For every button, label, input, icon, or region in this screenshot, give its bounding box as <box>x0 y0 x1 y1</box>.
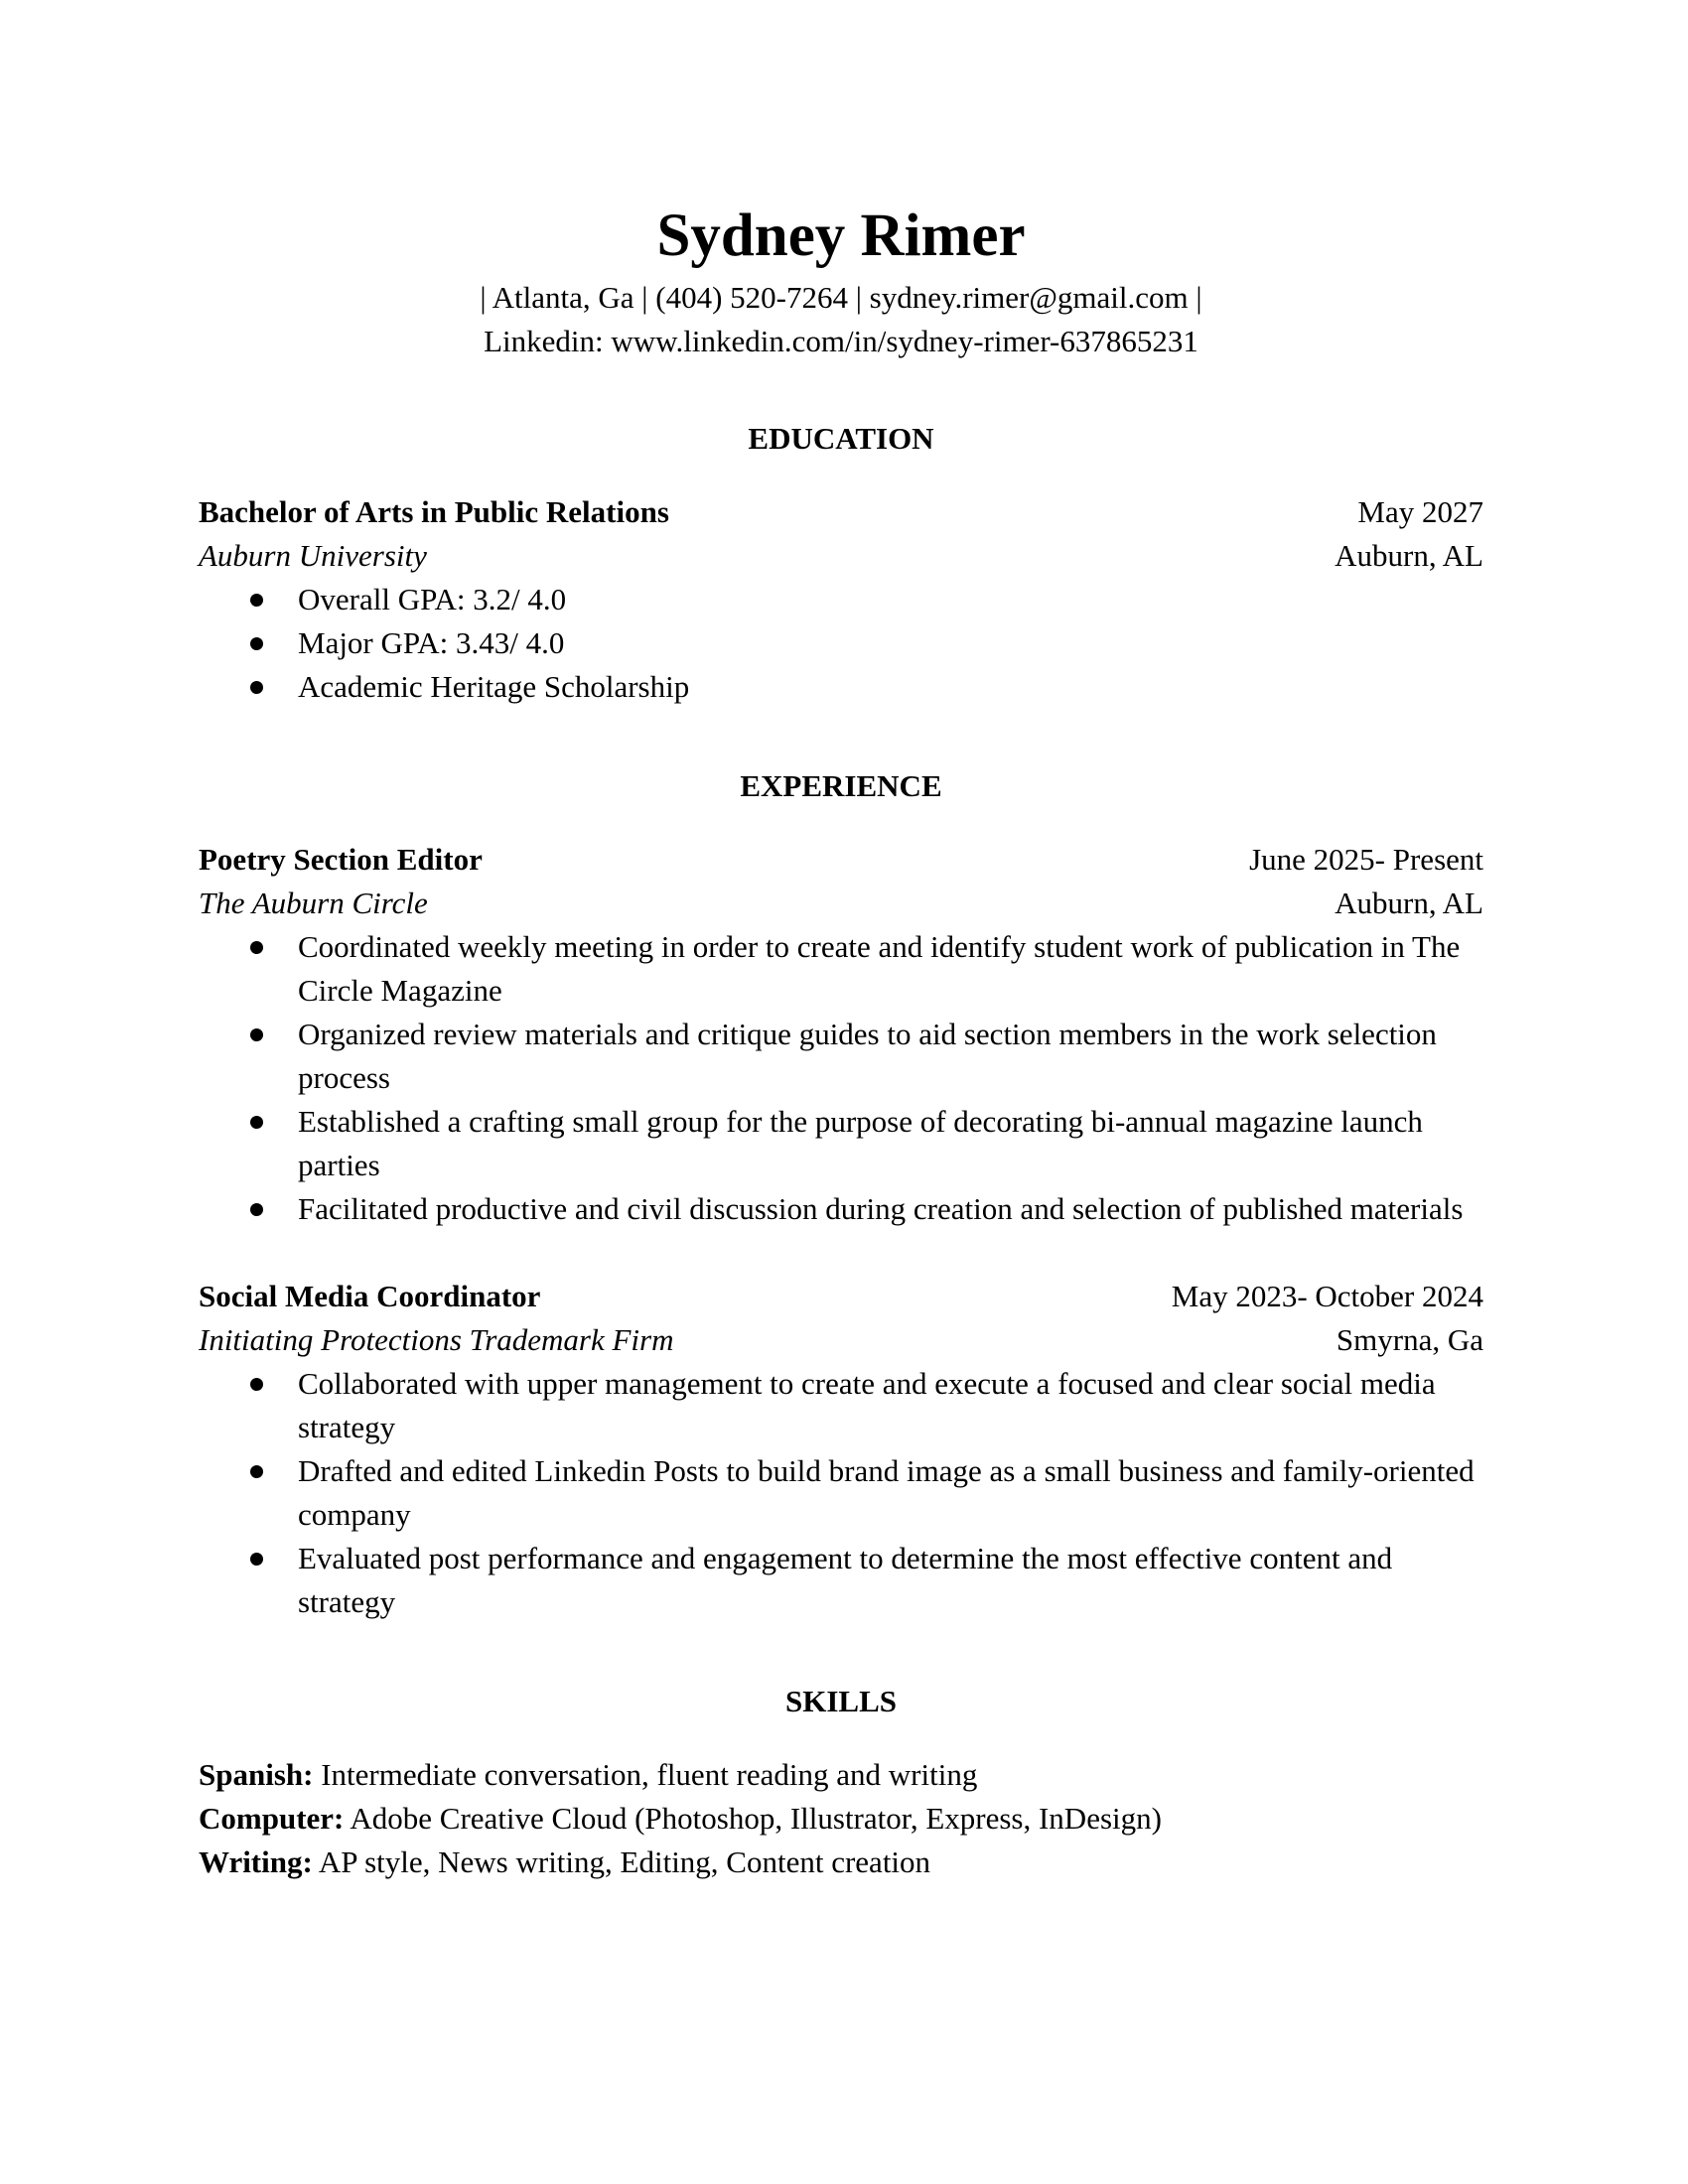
experience-entry <box>199 838 1483 1231</box>
skill-item <box>199 1753 1483 1797</box>
skill-label: Writing: <box>199 1844 313 1879</box>
list-item: Facilitated productive and civil discussion during creation and selection of published materials <box>199 1187 1483 1231</box>
job-title: Social Media Coordinator <box>199 1279 541 1313</box>
entry-date: June 2025- Present <box>1249 842 1483 877</box>
job-title: Poetry Section Editor <box>199 842 483 877</box>
list-item: Academic Heritage Scholarship <box>199 665 1483 709</box>
experience-bullets <box>199 1362 1483 1624</box>
education-bullets <box>199 578 1483 709</box>
bullet-icon <box>250 1553 263 1566</box>
experience-entry <box>199 1275 1483 1624</box>
list-item: Established a crafting small group for the purpose of decorating bi-annual magazine launch parties <box>199 1100 1483 1187</box>
list-item: Collaborated with upper management to create and execute a focused and clear social media strategy <box>199 1362 1483 1449</box>
list-item: Overall GPA: 3.2/ 4.0 <box>199 578 1483 621</box>
entry-org-row <box>199 882 1483 925</box>
skills-list <box>199 1753 1483 1884</box>
bullet-icon <box>250 594 263 607</box>
skill-label: Spanish: <box>199 1757 314 1792</box>
degree-title: Bachelor of Arts in Public Relations <box>199 494 669 529</box>
bullet-icon <box>250 1028 263 1041</box>
linkedin-line: Linkedin: www.linkedin.com/in/sydney-rimer-637865231 <box>484 324 1198 358</box>
school-name: Auburn University <box>199 538 427 573</box>
bullet-icon <box>250 681 263 694</box>
skill-label: Computer: <box>199 1801 345 1836</box>
education-heading: EDUCATION <box>748 421 934 456</box>
employer-name: The Auburn Circle <box>199 886 428 920</box>
entry-date: May 2027 <box>1357 494 1483 529</box>
entry-title-row <box>199 490 1483 534</box>
skill-item <box>199 1841 1483 1884</box>
list-item: Coordinated weekly meeting in order to create and identify student work of publication in The Circle Magazine <box>199 925 1483 1013</box>
skills-heading: SKILLS <box>784 1684 897 1718</box>
list-item: Organized review materials and critique guides to aid section members in the work selection process <box>199 1013 1483 1100</box>
experience-heading: EXPERIENCE <box>740 768 942 803</box>
list-item: Drafted and edited Linkedin Posts to build brand image as a small business and family-oriented company <box>199 1449 1483 1537</box>
skill-value: Adobe Creative Cloud (Photoshop, Illustrator, Express, InDesign) <box>350 1801 1162 1836</box>
bullet-icon <box>250 1203 263 1216</box>
skill-value: AP style, News writing, Editing, Content creation <box>318 1844 931 1879</box>
experience-bullets <box>199 925 1483 1231</box>
resume-content <box>199 199 1483 1884</box>
bullet-icon <box>250 637 263 650</box>
entry-title-row <box>199 838 1483 882</box>
bullet-icon <box>250 1116 263 1129</box>
contact-line: | Atlanta, Ga | (404) 520-7264 | sydney.rimer@gmail.com | <box>480 280 1202 315</box>
entry-location: Auburn, AL <box>1335 886 1483 920</box>
entry-date: May 2023- October 2024 <box>1171 1279 1483 1313</box>
list-item: Major GPA: 3.43/ 4.0 <box>199 621 1483 665</box>
candidate-name: Sydney Rimer <box>656 203 1026 269</box>
skill-item <box>199 1797 1483 1841</box>
bullet-icon <box>250 1465 263 1478</box>
bullet-icon <box>250 1378 263 1391</box>
employer-name: Initiating Protections Trademark Firm <box>199 1322 674 1357</box>
education-entry <box>199 490 1483 709</box>
bullet-icon <box>250 941 263 954</box>
skill-value: Intermediate conversation, fluent reading and writing <box>321 1757 978 1792</box>
entry-title-row <box>199 1275 1483 1318</box>
entry-org-row <box>199 534 1483 578</box>
entry-org-row <box>199 1318 1483 1362</box>
entry-location: Auburn, AL <box>1335 538 1483 573</box>
entry-location: Smyrna, Ga <box>1336 1322 1483 1357</box>
list-item: Evaluated post performance and engagement to determine the most effective content and strategy <box>199 1537 1483 1624</box>
